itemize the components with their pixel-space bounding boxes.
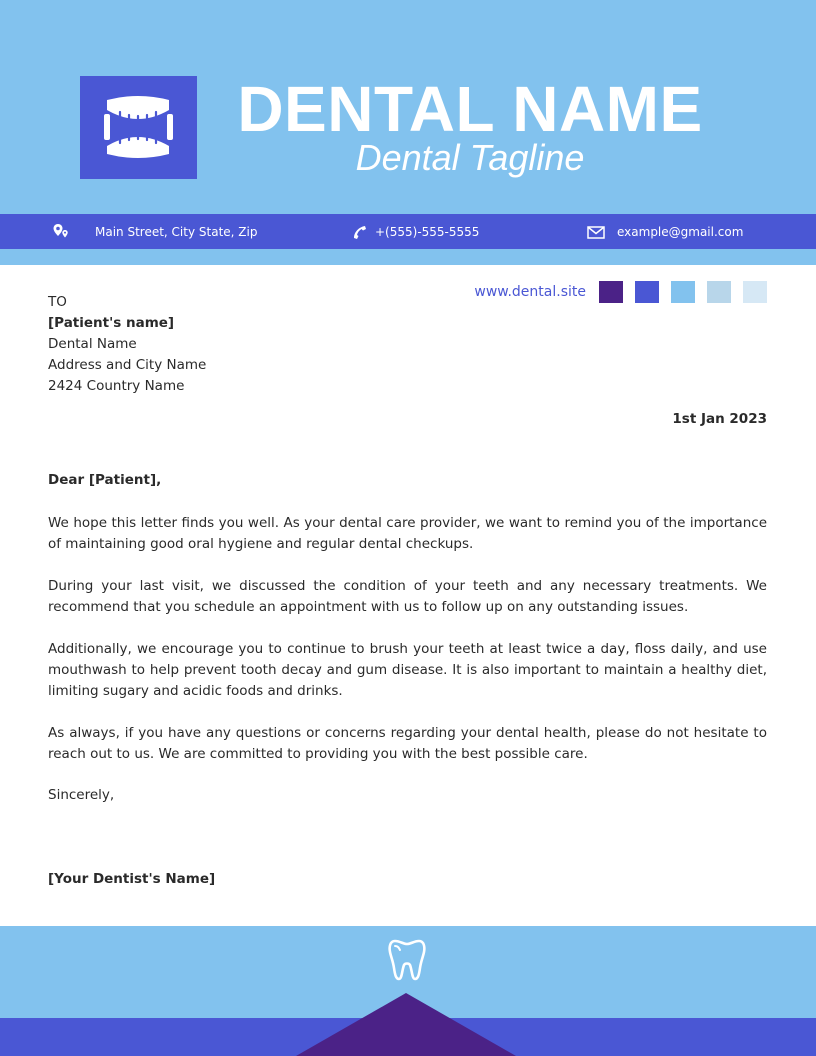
logo <box>80 76 197 179</box>
recipient-line-1: Dental Name <box>48 336 137 352</box>
recipient-line-2: Address and City Name <box>48 357 207 373</box>
brand-tagline: Dental Tagline <box>355 137 585 178</box>
envelope-icon <box>587 225 605 239</box>
body-paragraph: As always, if you have any questions or concerns regarding your dental health, please do not hesitate to reach out to us. We are committed to providing you with the best possible care. <box>48 725 767 762</box>
closing: Sincerely, <box>48 787 115 803</box>
email-text: example@gmail.com <box>617 224 744 239</box>
phone-text: +(555)-555-5555 <box>375 224 480 239</box>
recipient-line-3: 2424 Country Name <box>48 378 185 394</box>
letterhead-header <box>0 0 816 214</box>
contact-email <box>587 214 743 249</box>
header-divider-strip <box>0 249 816 265</box>
website-link[interactable]: www.dental.site <box>474 284 586 300</box>
brand-name: DENTAL NAME <box>237 73 703 145</box>
location-pin-icon <box>52 223 70 241</box>
address-text: Main Street, City State, Zip <box>95 224 258 239</box>
contact-address <box>52 214 257 249</box>
body-paragraph: Additionally, we encourage you to continue to brush your teeth at least twice a day, floss daily, and use mouthwash to help prevent tooth decay and gum disease. It is also important to maintain a healthy diet, limiting sugary and acidic foods and drinks. <box>48 641 767 699</box>
body-paragraph: During your last visit, we discussed the condition of your teeth and any necessary treatments. We recommend that you schedule an appointment with us to follow up on any outstanding issues. <box>48 578 767 615</box>
signature: [Your Dentist's Name] <box>48 871 216 887</box>
dentures-icon <box>80 76 197 179</box>
letterhead-footer <box>0 926 816 1056</box>
body-paragraph: We hope this letter finds you well. As your dental care provider, we want to remind you of the importance of maintaining good oral hygiene and regular dental checkups. <box>48 515 767 552</box>
recipient-name: [Patient's name] <box>48 315 175 331</box>
to-label: TO <box>48 294 67 310</box>
phone-icon <box>352 224 368 240</box>
letter-date: 1st Jan 2023 <box>672 411 767 427</box>
salutation: Dear [Patient], <box>48 472 162 488</box>
contact-phone <box>352 214 479 249</box>
tooth-icon <box>387 938 427 982</box>
contact-bar <box>0 214 816 249</box>
recipient-block <box>48 292 767 397</box>
